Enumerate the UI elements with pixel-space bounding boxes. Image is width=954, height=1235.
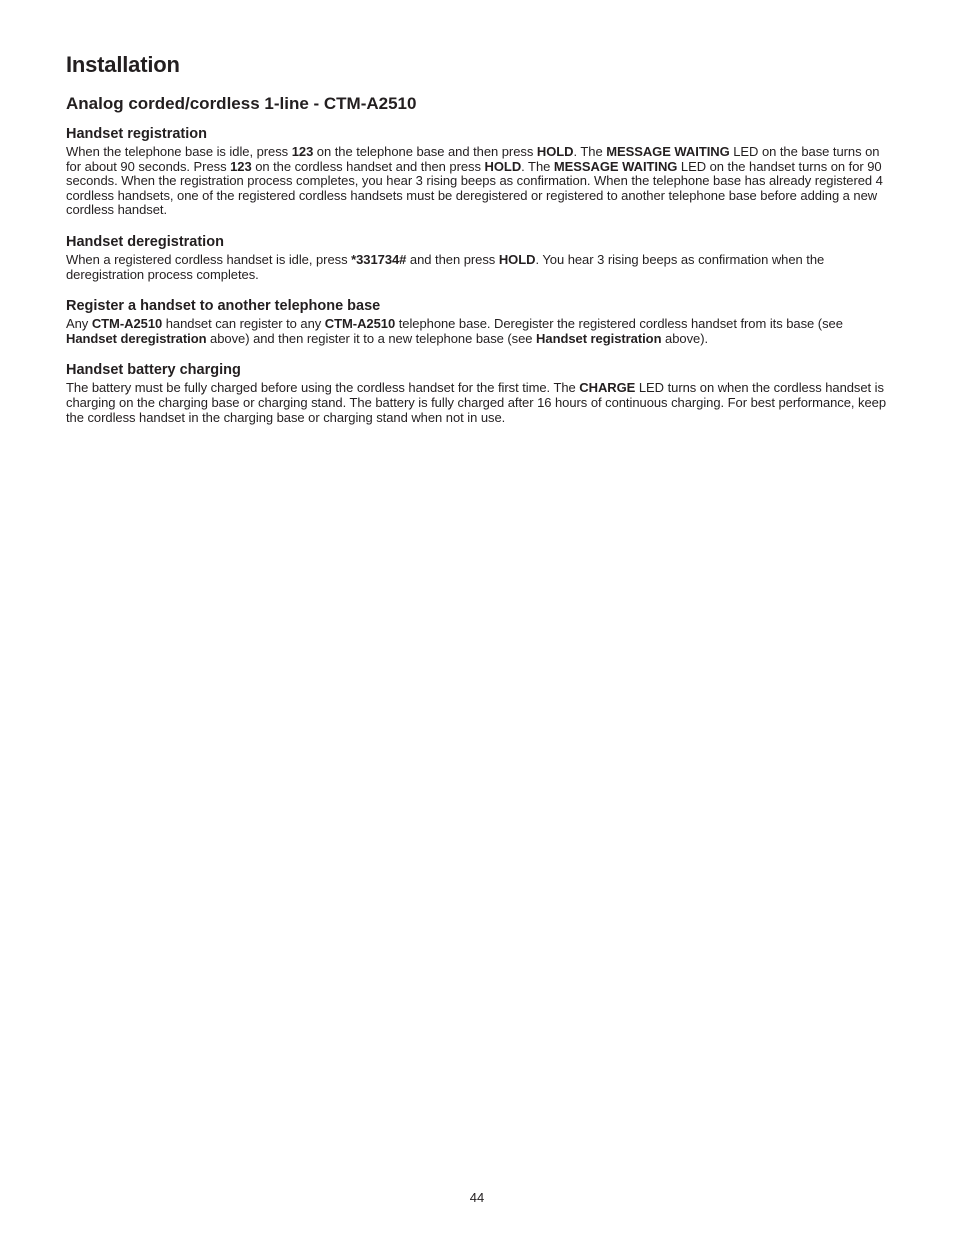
bold-text: CHARGE	[579, 380, 636, 396]
page-title: Installation	[66, 52, 180, 77]
text-run: and then press	[406, 251, 499, 267]
bold-text: Handset deregistration	[66, 330, 207, 346]
paragraph-handset-registration	[66, 145, 888, 218]
page-number: 44	[469, 1190, 485, 1205]
subsection-register-to-another-base	[66, 297, 888, 346]
bold-text: CTM-A2510	[91, 316, 163, 332]
page-content	[66, 51, 888, 425]
bold-text: 123	[291, 144, 314, 159]
text-run: . The	[573, 144, 607, 159]
bold-text: 123	[230, 158, 252, 174]
bold-text: HOLD	[498, 251, 536, 267]
paragraph-register-to-another-base	[66, 317, 888, 346]
subsection-title: Handset registration	[66, 126, 207, 142]
subsection-title: Handset battery charging	[66, 362, 241, 379]
text-run: telephone base. Deregister the registered cordless handset from its base (see	[395, 316, 843, 332]
text-run: Any	[66, 316, 92, 332]
text-run: above).	[661, 330, 709, 346]
text-run: LED on the base turns on for about 90 seconds. Press	[66, 144, 880, 174]
text-run: . You hear 3 rising beeps as confirmation when the deregistration process completes.	[66, 251, 825, 282]
subsection-title: Register a handset to another telephone base	[66, 298, 381, 315]
subsection-battery-charging	[66, 361, 888, 425]
subsection-handset-deregistration	[66, 233, 888, 282]
bold-text: HOLD	[484, 158, 522, 174]
text-run: above) and then register it to a new telephone base (see	[206, 330, 537, 346]
text-run: When a registered cordless handset is idle, press	[66, 251, 352, 267]
section-title: Analog corded/cordless 1-line - CTM-A2510	[66, 94, 417, 113]
text-run: When the telephone base is idle, press	[66, 144, 292, 159]
bold-text: MESSAGE WAITING	[553, 158, 678, 174]
text-run: on the cordless handset and then press	[251, 158, 485, 174]
bold-text: *331734#	[351, 251, 407, 267]
text-run: . The	[521, 158, 554, 174]
paragraph-battery-charging	[66, 381, 888, 425]
subsection-title: Handset deregistration	[66, 233, 224, 250]
bold-text: CTM-A2510	[324, 316, 396, 332]
text-run: The battery must be fully charged before using the cordless handset for the first time. The	[66, 380, 580, 396]
subsection-handset-registration	[66, 125, 888, 218]
bold-text: Handset registration	[536, 330, 662, 346]
paragraph-handset-deregistration	[66, 253, 888, 282]
bold-text: HOLD	[536, 144, 574, 159]
text-run: handset can register to any	[162, 316, 325, 332]
text-run: on the telephone base and then press	[313, 144, 537, 159]
text-run: LED turns on when the cordless handset is charging on the charging base or charging stand. The battery is fully charged after 16 hours of continuous charging. For best performance, keep the cordless handset in the charging base or charging stand when not in use.	[66, 380, 887, 425]
bold-text: MESSAGE WAITING	[606, 144, 730, 159]
text-run: LED on the handset turns on for 90 seconds. When the registration process completes, you hear 3 rising beeps as confirmation. When the telephone base has already registered 4 cordless handsets, one of the registered cordless handsets must be deregistered or registered to another telephone base before adding a new cordless handset.	[66, 158, 883, 218]
